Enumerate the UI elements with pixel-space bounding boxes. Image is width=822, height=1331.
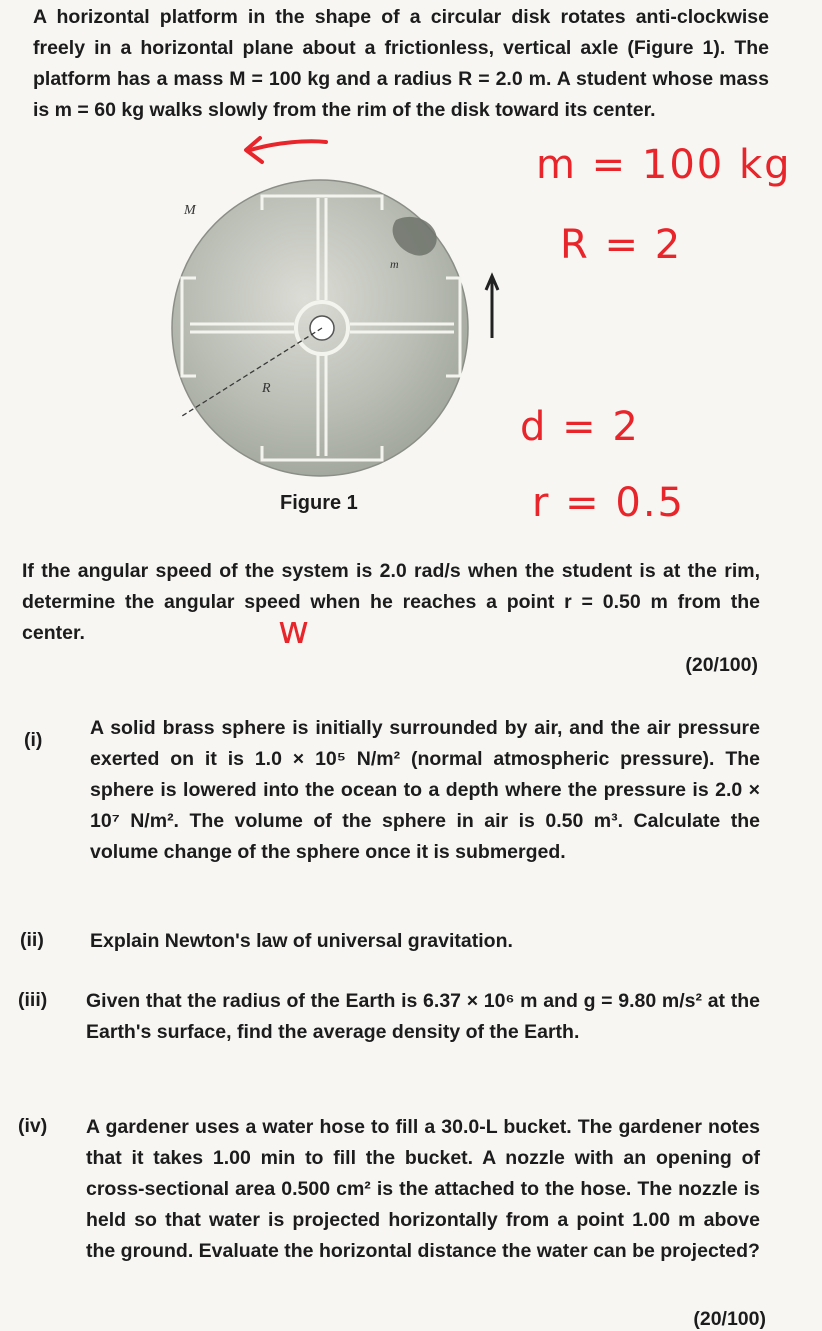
note-radius: R = 2 (560, 222, 683, 268)
question-number-ii: (ii) (20, 929, 44, 951)
question-text-i: A solid brass sphere is initially surrounded by air, and the air pressure exerted on it is 1.0 × 10⁵ N/m² (normal atmospheric pressure). The sphere is lowered into the ocean to a depth where the pressure is 2.0 × 10⁷ N/m². The volume of the sphere in air is 0.50 m³. Calculate the volume change of the sphere once it is submerged. (90, 717, 760, 863)
label-m: m (390, 257, 399, 271)
intro-paragraph: A horizontal platform in the shape of a circular disk rotates anti-clockwise freely in a horizontal plane about a frictionless, vertical axle (Figure 1). The platform has a mass M = 100 kg and a radius R = 2.0 m. A student whose mass is m = 60 kg walks slowly from the rim of the disk toward its center. (33, 6, 769, 121)
question-paragraph: If the angular speed of the system is 2.0 rad/s when the student is at the rim, determine the angular speed when he reaches a point r = 0.50 m from the center. (22, 560, 760, 644)
marks-label: (20/100) (685, 654, 758, 676)
label-M: M (184, 203, 196, 218)
question-number-iv: (iv) (18, 1115, 48, 1137)
note-mass: m = 100 kg (536, 142, 792, 188)
question-number-i: (i) (24, 729, 43, 751)
figure-caption: Figure 1 (280, 492, 358, 514)
note-omega: w (278, 608, 312, 652)
question-text-iv: A gardener uses a water hose to fill a 30.0-L bucket. The gardener notes that it takes 1.00 min to fill the bucket. A nozzle with an opening of cross-sectional area 0.500 cm² is the attached to the hose. The nozzle is held so that water is projected horizontally from a point 1.00 m above the ground. Evaluate the horizontal distance the water can be projected? (86, 1116, 760, 1262)
handwritten-arrow-left-icon (238, 128, 330, 168)
question-text-ii: Explain Newton's law of universal gravitation. (90, 930, 513, 952)
note-diameter: d = 2 (520, 404, 640, 450)
note-r-value: r = 0.5 (532, 480, 686, 526)
question-number-iii: (iii) (18, 989, 48, 1011)
bottom-marks-label: (20/100) (693, 1308, 766, 1330)
figure-rotating-disk (150, 168, 510, 488)
label-R: R (262, 381, 271, 396)
question-text-iii: Given that the radius of the Earth is 6.37 × 10⁶ m and g = 9.80 m/s² at the Earth's surface, find the average density of the Earth. (86, 990, 760, 1043)
